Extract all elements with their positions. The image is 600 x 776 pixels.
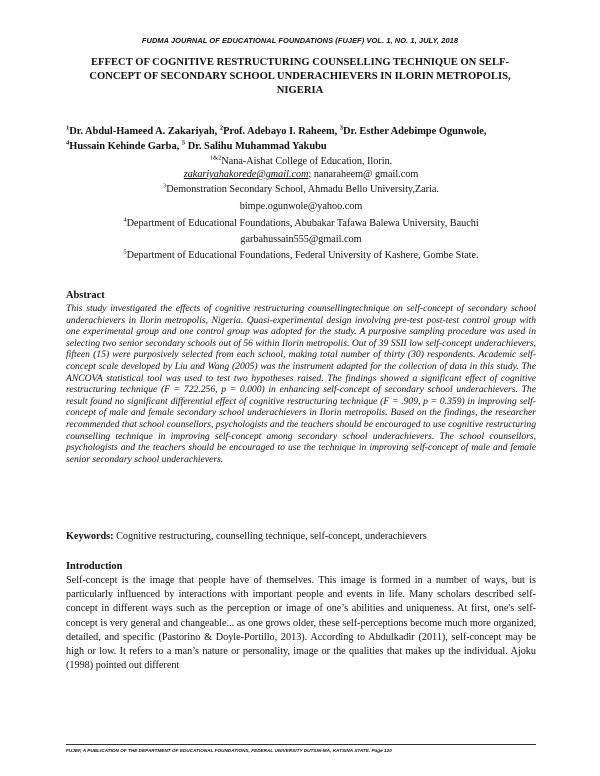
- keywords-label: Keywords:: [66, 531, 114, 542]
- author-5: Dr. Salihu Muhammad Yakubu: [185, 141, 327, 152]
- introduction-text: Self-concept is the image that people have of themselves. This image is formed in a number of ways, but is particularly influenced by interactions with important people and events in life. Many scholars described self-concept in different ways such as the perception or image of one’s abilities and uniqueness. At first, one's self-concept is very general and changeable... as one grows older, these self-perceptions become much more organized, detailed, and specific (Pastorino & Doyle-Portillo, 2013). According to Abdulkadir (2011), self-concept may be high or low. It refers to a man’s nature or personality, image or the qualities that makes up the individual. Ajoku (1998) pointed out different: [66, 575, 536, 672]
- affiliation-3-marker: 3: [163, 182, 167, 190]
- author-3-marker: 3: [339, 124, 344, 132]
- journal-header: FUDMA JOURNAL OF EDUCATIONAL FOUNDATIONS (FUJEF) VOL. 1, NO. 1, JULY, 2018: [141, 36, 459, 45]
- paper-title: EFFECT OF COGNITIVE RESTRUCTURING COUNSELLING TECHNIQUE ON SELF-CONCEPT OF SECONDARY SCHOOL UNDERACHIEVERS IN ILORIN METROPOLIS, NIGERIA: [89, 57, 511, 96]
- email-link-zakariyah[interactable]: zakariyahakorede@gmail.com: [183, 169, 309, 180]
- footer-divider: [66, 744, 536, 745]
- affiliation-3-text: Demonstration Secondary School, Ahmadu Bello University,Zaria.: [166, 184, 439, 195]
- introduction-heading: Introduction: [66, 561, 123, 572]
- author-5-marker: 5: [181, 139, 186, 147]
- author-2-marker: 2: [219, 124, 224, 132]
- author-1-marker: 1: [66, 124, 70, 132]
- affiliation-1-text: Nana-Aishat College of Education, Ilorin.: [221, 156, 393, 167]
- keywords-text: Cognitive restructuring, counselling technique, self-concept, underachievers: [113, 531, 427, 542]
- affiliation-4-text: Department of Educational Foundations, Abubakar Tafawa Balewa University, Bauchi: [126, 218, 479, 229]
- affiliation-3: [66, 183, 536, 196]
- affiliation-3-email: bimpe.ogunwole@yahoo.com: [239, 201, 363, 212]
- author-2: Prof. Adebayo I. Raheem,: [223, 126, 340, 137]
- affiliation-4-marker: 4: [123, 216, 127, 224]
- affiliation-4-email: garbahussain555@gmail.com: [240, 234, 362, 245]
- affiliation-1-marker: 1&2: [209, 154, 222, 162]
- abstract-heading: Abstract: [66, 290, 105, 301]
- author-4: Hussain Kehinde Garba,: [69, 141, 182, 152]
- author-3: Dr. Esther Adebimpe Ogunwole,: [343, 126, 487, 137]
- affiliation-5: [66, 249, 536, 262]
- abstract-text: This study investigated the effects of cognitive restructuring counsellingtechnique on self-concept of secondary school underachievers in Ilorin metropolis, Nigeria. Quasi-experimental design involving pre-test post-test control group with one experimental group and one control group was adopted for the study. A purposive sampling procedure was used in selecting two senior secondary schools out of 56 within Ilorin metropolis. Out of 39 SSII low self-concept underachievers, fifteen (15) were purposively selected from each school, making total number of thirty (30) respondents. Academic self-concept scale developed by Liu and Wang (2005) was the instrument adapted for the collection of data in this study. The ANCOVA statistical tool was used to test two hypotheses raised. The findings showed a significant effect of cognitive restructuring technique (F = 722.256, p = 0.000) in enhancing self-concept of secondary school underachievers. The result found no significant differential effect of cognitive restructuring technique (F = .909, p = 0.359) in improving self-concept of male and female secondary school underachievers in Ilorin metropolis. Based on the findings, the researcher recommended that school counsellors, psychologists and the teachers should be encouraged to use cognitive restructuring counselling technique in improving self-concept among secondary school underachievers. The school counsellors, psychologists and the teachers should be encouraged to use the technique in improving self-concept of male and female senior secondary school underachievers.: [66, 303, 536, 465]
- affiliation-1-emails: [66, 168, 536, 181]
- email-text-raheem: ; nanaraheem@ gmail.com: [308, 169, 419, 180]
- author-list: [66, 124, 536, 154]
- author-1: Dr. Abdul-Hameed A. Zakariyah,: [69, 126, 220, 137]
- affiliation-5-text: Department of Educational Foundations, Federal University of Kashere, Gombe State.: [126, 250, 479, 261]
- affiliation-4: [66, 217, 536, 230]
- keywords: [66, 531, 536, 542]
- affiliation-5-marker: 5: [123, 248, 127, 256]
- author-4-marker: 4: [66, 139, 70, 147]
- page-footer: FUJEF, A PUBLICATION OF THE DEPARTMENT OF EDUCATIONAL FOUNDATIONS, FEDERAL UNIVERSITY DUTSIN-MA, KATSINA STATE. Page 120: [66, 748, 392, 753]
- affiliation-1: [66, 155, 536, 168]
